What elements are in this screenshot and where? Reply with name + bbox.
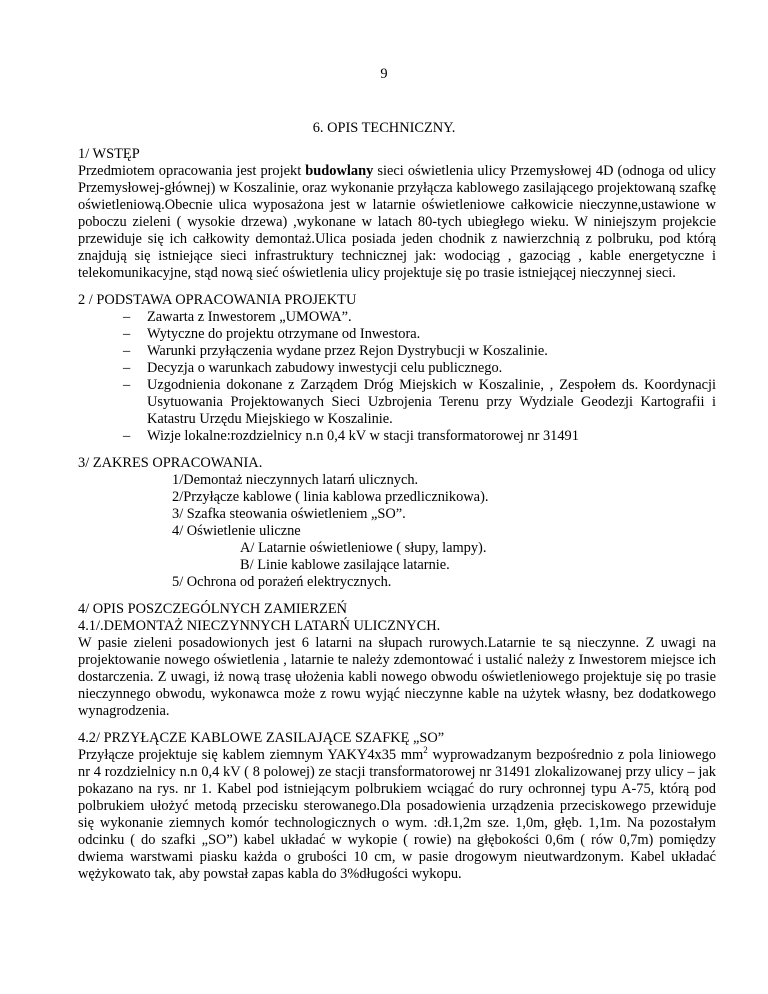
text-run: Przyłącze projektuje się kablem ziemnym YAKY4x35 mm — [78, 747, 424, 763]
list-item: – Wytyczne do projektu otrzymane od Inwestora. — [123, 326, 716, 343]
scope-item: 3/ Szafka steowania oświetleniem „SO”. — [172, 506, 406, 522]
list-item: – Warunki przyłączenia wydane przez Rejon Dystrybucji w Koszalinie. — [123, 343, 716, 360]
subsection-4-2-paragraph — [78, 747, 716, 883]
scope-subitem: B/ Linie kablowe zasilające latarnie. — [240, 557, 450, 573]
scope-item: 1/Demontaż nieczynnych latarń ulicznych. — [172, 472, 419, 488]
list-item: – Wizje lokalne:rozdzielnicy n.n 0,4 kV w stacji transformatorowej nr 31491 — [123, 428, 716, 445]
section-1-title: 1/ WSTĘP — [78, 146, 140, 162]
subsection-4-1-paragraph: W pasie zieleni posadowionych jest 6 latarni na słupach rurowych.Latarnie te są nieczynne. Z uwagi na projektowanie nowego oświetlenia , latarnie te należy zdemontować i ustalić należy z Inwestorem miejsce ich dostarczenia. Z uwagi, iż nową trasę ułożenia kabli nowego obwodu oświetleniowego projektuje się po trasie nieczynnego obwodu, wykonawca może z rowu wyjąć nieczynne kable na użytek własny, bez dodatkowego wynagrodzenia. — [78, 635, 716, 719]
list-item: – Decyzja o warunkach zabudowy inwestycji celu publicznego. — [123, 360, 716, 377]
list-item: – Zawarta z Inwestorem „UMOWA”. — [123, 309, 716, 326]
list-item: – Uzgodnienia dokonane z Zarządem Dróg Miejskich w Koszalinie, , Zespołem ds. Koordynacji Usytuowania Projektowanych Sieci Uzbrojenia Terenu przy Wydziale Geodezji Kartografii i Katastru Urzędu Miejskiego w Koszalinie. — [123, 377, 716, 428]
document-body — [78, 146, 716, 883]
section-4-title: 4/ OPIS POSZCZEGÓLNYCH ZAMIERZEŃ — [78, 601, 348, 617]
subsection-4-2-title: 4.2/ PRZYŁĄCZE KABLOWE ZASILAJĄCE SZAFKĘ „SO” — [78, 730, 445, 746]
subsection-4-1-title: 4.1/.DEMONTAŻ NIECZYNNYCH LATARŃ ULICZNYCH. — [78, 618, 441, 634]
page-number: 9 — [380, 66, 388, 82]
section-1-paragraph — [78, 163, 716, 282]
scope-item: 4/ Oświetlenie uliczne — [172, 523, 301, 539]
scope-item: 5/ Ochrona od porażeń elektrycznych. — [172, 574, 392, 590]
superscript: 2 — [423, 745, 428, 756]
section-2-title: 2 / PODSTAWA OPRACOWANIA PROJEKTU — [78, 292, 357, 308]
bold-text: budowlany — [305, 163, 374, 179]
text-run: wyprowadzanym bezpośrednio z pola liniowego nr 4 rozdzielnicy n.n 0,4 kV ( 8 polowej) ze stacji transformatorowej nr 31491 zlokalizowanej przy ulicy – jak pokazano na rys. nr 1. Kabel pod istniejącym polbrukiem wciągać do rury ochronnej typu A-75, którą pod polbrukiem ułożyć metodą przecisku sterowanego.Dla posadowienia urządzenia przeciskowego przewiduje się wykonanie ziemnych komór technologicznych o wym. :dł.1,2m sze. 1,0m, głęb. 1,1m. Na pozostałym odcinku ( do szafki „SO”) kabel układać w wykopie ( rowie) na głębokości 0,6m ( rów 0,7m) pomiędzy dwiema warstwami piasku każda o grubości 10 cm, w pasie drogowym nieutwardzonym. Kabel układać wężykowato tak, aby powstał zapas kabla do 3%długości wykopu. — [78, 747, 716, 882]
scope-subitem: A/ Latarnie oświetleniowe ( słupy, lampy). — [240, 540, 487, 556]
page-title: 6. OPIS TECHNICZNY. — [312, 120, 456, 136]
text-run: sieci oświetlenia ulicy Przemysłowej 4D (odnoga od ulicy Przemysłowej-głównej) w Koszalinie, oraz wykonanie przyłącza kablowego zasilającego projektowaną szafkę oświetleniową.Obecnie ulica wyposażona jest w latarnie oświetleniowe całkowicie nieczynne,ustawione w poboczu zieleni ( wysokie drzewa) ,wykonane w latach 80-tych ubiegłego wieku. W niniejszym projekcie przewiduje się ich całkowity demontaż.Ulica posiada jeden chodnik z nawierzchnią z polbruku, pod którą znajdują się istniejące sieci infrastruktury technicznej jak: wodociąg , gazociąg , kable energetyczne i telekomunikacyjne, stąd nową sieć oświetlenia ulicy projektuje się po trasie istniejącej nieczynnej sieci. — [78, 163, 717, 281]
basis-list — [78, 309, 716, 445]
text-run: Przedmiotem opracowania jest projekt — [78, 163, 306, 179]
section-3-title: 3/ ZAKRES OPRACOWANIA. — [78, 455, 263, 471]
scope-item: 2/Przyłącze kablowe ( linia kablowa przedlicznikowa). — [172, 489, 489, 505]
